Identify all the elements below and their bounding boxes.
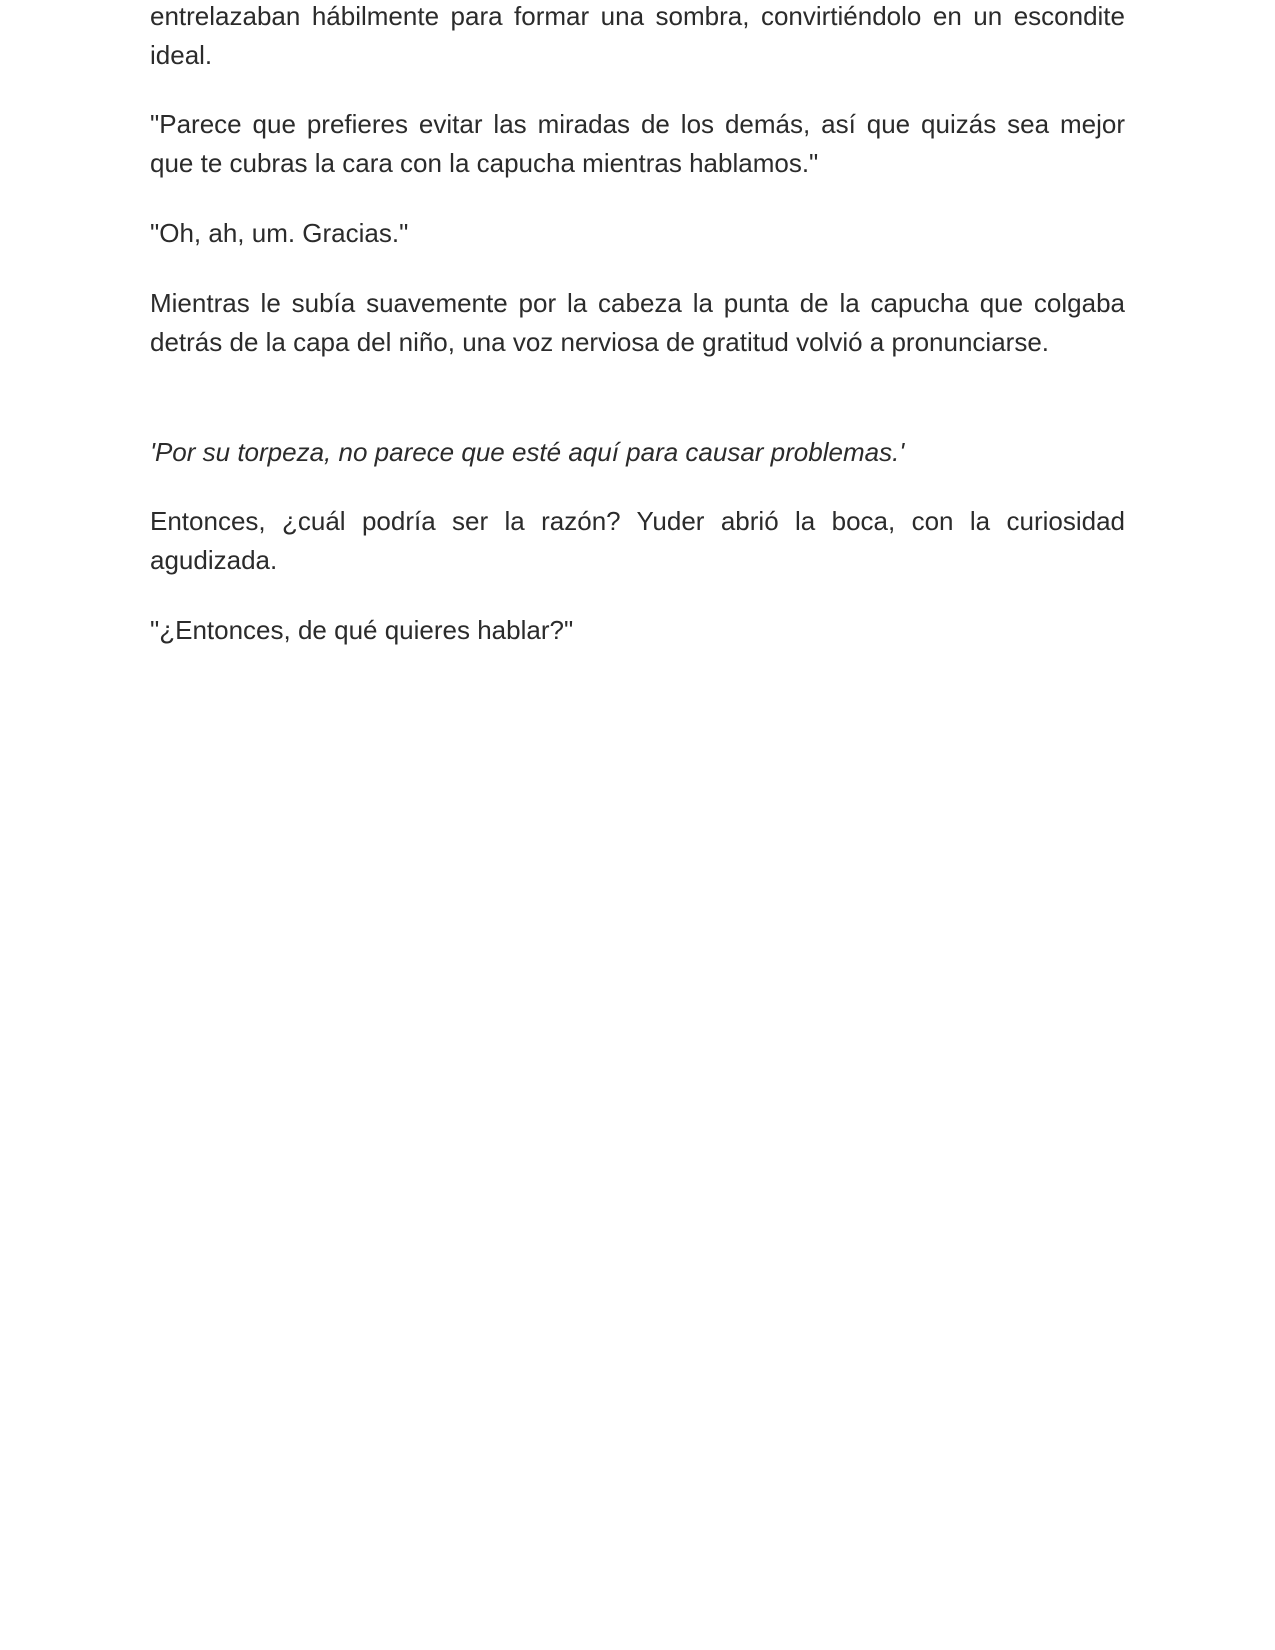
paragraph-3: "Oh, ah, um. Gracias." <box>150 218 409 248</box>
document-page <box>150 0 1125 1650</box>
paragraph-6: Entonces, ¿cuál podría ser la razón? Yuder abrió la boca, con la curiosidad agudizada. <box>150 506 1125 575</box>
paragraph-5-thought: 'Por su torpeza, no parece que esté aquí para causar problemas.' <box>150 437 905 467</box>
paragraph-2: "Parece que prefieres evitar las miradas de los demás, así que quizás sea mejor que te cubras la cara con la capucha mientras hablamos." <box>150 109 1125 178</box>
paragraph-1: entrelazaban hábilmente para formar una sombra, convirtiéndolo en un escondite ideal. <box>150 1 1125 70</box>
paragraph-4: Mientras le subía suavemente por la cabeza la punta de la capucha que colgaba detrás de la capa del niño, una voz nerviosa de gratitud volvió a pronunciarse. <box>150 288 1125 357</box>
paragraph-7: "¿Entonces, de qué quieres hablar?" <box>150 615 574 645</box>
